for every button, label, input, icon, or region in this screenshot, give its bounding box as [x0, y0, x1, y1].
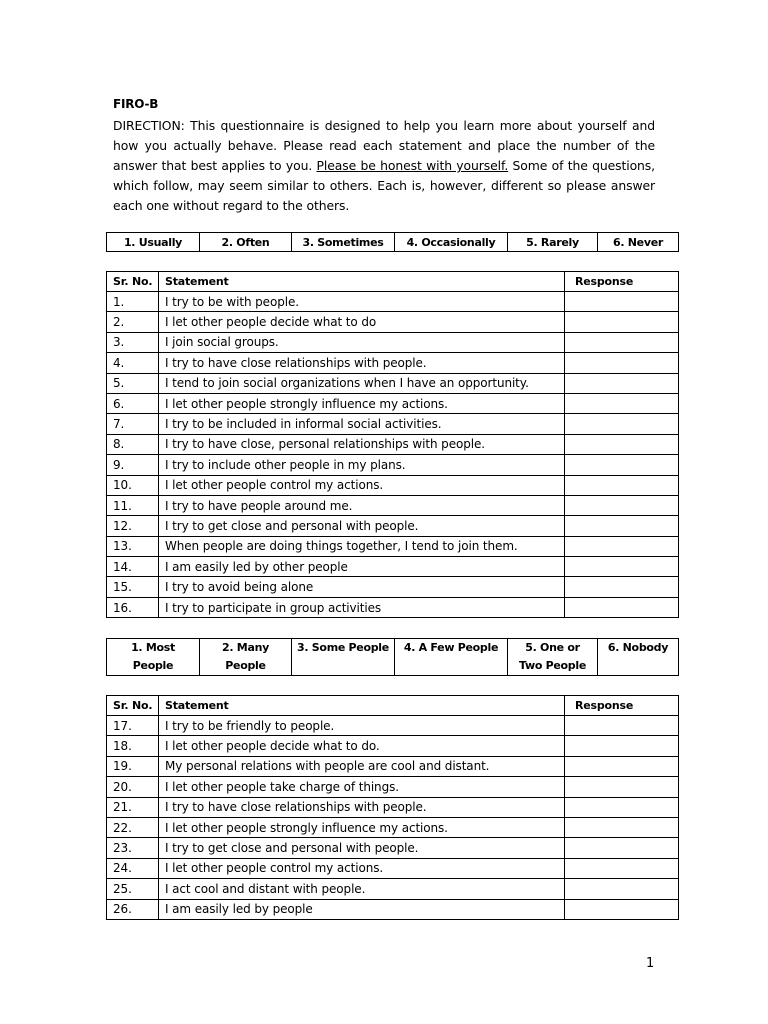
sr-no-header: Sr. No.	[107, 272, 159, 292]
sr-no-cell: 7.	[107, 414, 159, 434]
statement-cell: I am easily led by other people	[159, 557, 565, 577]
statement-cell: I try to avoid being alone	[159, 577, 565, 597]
response-cell[interactable]	[565, 577, 679, 597]
sr-no-cell: 14.	[107, 557, 159, 577]
statement-cell: I act cool and distant with people.	[159, 879, 565, 899]
statement-cell: When people are doing things together, I tend to join them.	[159, 536, 565, 556]
statement-cell: I try to participate in group activities	[159, 597, 565, 617]
table-row	[107, 838, 679, 858]
scale-option: 3. Sometimes	[292, 233, 395, 252]
response-cell[interactable]	[565, 597, 679, 617]
statement-cell: I try to have close relationships with people.	[159, 353, 565, 373]
statement-header: Statement	[159, 272, 565, 292]
table-row	[107, 495, 679, 515]
statement-cell: I try to get close and personal with people.	[159, 516, 565, 536]
statements-body-1	[107, 292, 679, 618]
sr-no-header: Sr. No.	[107, 696, 159, 716]
response-cell[interactable]	[565, 332, 679, 352]
direction-lead: DIRECTION: This questionnaire is designed to help you learn more about yourself and how you actually behave. Please read each statement and place the number of the answer that best applies to you.	[113, 118, 655, 173]
direction-paragraph	[113, 116, 655, 216]
statement-cell: I let other people strongly influence my actions.	[159, 393, 565, 413]
sr-no-cell: 24.	[107, 858, 159, 878]
sr-no-cell: 1.	[107, 292, 159, 312]
response-cell[interactable]	[565, 817, 679, 837]
table-row	[107, 414, 679, 434]
sr-no-cell: 8.	[107, 434, 159, 454]
sr-no-cell: 15.	[107, 577, 159, 597]
scale-option: 6. Nobody	[598, 639, 679, 676]
table-row	[107, 536, 679, 556]
table-row	[107, 373, 679, 393]
table-row	[107, 777, 679, 797]
table-row	[107, 597, 679, 617]
frequency-scale-table	[106, 232, 679, 252]
statement-cell: I try to get close and personal with people.	[159, 838, 565, 858]
response-cell[interactable]	[565, 373, 679, 393]
statements-body-2	[107, 716, 679, 920]
table-header-row	[107, 272, 679, 292]
statement-cell: I tend to join social organizations when I have an opportunity.	[159, 373, 565, 393]
table-row	[107, 716, 679, 736]
frequency-scale-row	[107, 233, 679, 252]
sr-no-cell: 17.	[107, 716, 159, 736]
response-cell[interactable]	[565, 475, 679, 495]
table-row	[107, 353, 679, 373]
table-row	[107, 879, 679, 899]
scale-option: 4. Occasionally	[395, 233, 508, 252]
response-cell[interactable]	[565, 736, 679, 756]
statement-cell: I try to be friendly to people.	[159, 716, 565, 736]
table-row	[107, 455, 679, 475]
statement-cell: I join social groups.	[159, 332, 565, 352]
response-cell[interactable]	[565, 797, 679, 817]
statement-cell: I try to be included in informal social activities.	[159, 414, 565, 434]
sr-no-cell: 10.	[107, 475, 159, 495]
statement-cell: I try to have close relationships with people.	[159, 797, 565, 817]
sr-no-cell: 25.	[107, 879, 159, 899]
sr-no-cell: 2.	[107, 312, 159, 332]
scale-option: 2. Often	[200, 233, 292, 252]
response-cell[interactable]	[565, 455, 679, 475]
people-scale-table	[106, 638, 679, 676]
statement-cell: I am easily led by people	[159, 899, 565, 919]
response-cell[interactable]	[565, 434, 679, 454]
sr-no-cell: 21.	[107, 797, 159, 817]
scale-option: 1. Usually	[107, 233, 200, 252]
sr-no-cell: 19.	[107, 756, 159, 776]
response-cell[interactable]	[565, 495, 679, 515]
response-cell[interactable]	[565, 414, 679, 434]
table-row	[107, 736, 679, 756]
table-row	[107, 475, 679, 495]
statements-table-1	[106, 271, 679, 618]
scale-option: 1. Most People	[107, 639, 200, 676]
sr-no-cell: 26.	[107, 899, 159, 919]
response-cell[interactable]	[565, 557, 679, 577]
table-row	[107, 332, 679, 352]
table-row	[107, 899, 679, 919]
people-scale-row	[107, 639, 679, 676]
response-header: Response	[565, 696, 679, 716]
sr-no-cell: 5.	[107, 373, 159, 393]
response-cell[interactable]	[565, 393, 679, 413]
response-cell[interactable]	[565, 858, 679, 878]
scale-option: 5. Rarely	[508, 233, 598, 252]
direction-emphasis: Please be honest with yourself.	[316, 158, 509, 173]
statement-cell: I try to include other people in my plans.	[159, 455, 565, 475]
response-cell[interactable]	[565, 536, 679, 556]
statement-cell: I try to be with people.	[159, 292, 565, 312]
table-row	[107, 393, 679, 413]
statements-table-2	[106, 695, 679, 920]
response-cell[interactable]	[565, 899, 679, 919]
response-cell[interactable]	[565, 879, 679, 899]
page-number: 1	[646, 956, 655, 971]
statement-cell: I let other people strongly influence my actions.	[159, 817, 565, 837]
response-cell[interactable]	[565, 716, 679, 736]
scale-option: 3. Some People	[292, 639, 395, 676]
table-row	[107, 516, 679, 536]
table-row	[107, 434, 679, 454]
sr-no-cell: 16.	[107, 597, 159, 617]
response-header: Response	[565, 272, 679, 292]
table-row	[107, 858, 679, 878]
statement-header: Statement	[159, 696, 565, 716]
page-title: FIRO-B	[113, 97, 159, 111]
scale-option: 2. Many People	[200, 639, 292, 676]
table-row	[107, 577, 679, 597]
statement-cell: I let other people control my actions.	[159, 475, 565, 495]
response-cell[interactable]	[565, 312, 679, 332]
sr-no-cell: 20.	[107, 777, 159, 797]
statement-cell: I let other people control my actions.	[159, 858, 565, 878]
sr-no-cell: 22.	[107, 817, 159, 837]
statement-cell: I let other people take charge of things.	[159, 777, 565, 797]
table-row	[107, 797, 679, 817]
response-cell[interactable]	[565, 353, 679, 373]
sr-no-cell: 18.	[107, 736, 159, 756]
response-cell[interactable]	[565, 756, 679, 776]
table-row	[107, 312, 679, 332]
sr-no-cell: 23.	[107, 838, 159, 858]
sr-no-cell: 13.	[107, 536, 159, 556]
response-cell[interactable]	[565, 838, 679, 858]
sr-no-cell: 9.	[107, 455, 159, 475]
table-row	[107, 817, 679, 837]
statement-cell: I let other people decide what to do.	[159, 736, 565, 756]
statement-cell: I try to have people around me.	[159, 495, 565, 515]
statement-cell: I try to have close, personal relationships with people.	[159, 434, 565, 454]
sr-no-cell: 3.	[107, 332, 159, 352]
table-header-row	[107, 696, 679, 716]
statement-cell: My personal relations with people are cool and distant.	[159, 756, 565, 776]
table-row	[107, 557, 679, 577]
response-cell[interactable]	[565, 292, 679, 312]
table-row	[107, 292, 679, 312]
sr-no-cell: 11.	[107, 495, 159, 515]
scale-option: 4. A Few People	[395, 639, 508, 676]
scale-option: 5. One or Two People	[508, 639, 598, 676]
response-cell[interactable]	[565, 777, 679, 797]
direction-tail: Some of the questions, which follow, may seem similar to others. Each is, however, different so please answer each one without regard to the others.	[113, 158, 656, 213]
response-cell[interactable]	[565, 516, 679, 536]
sr-no-cell: 12.	[107, 516, 159, 536]
sr-no-cell: 6.	[107, 393, 159, 413]
scale-option: 6. Never	[598, 233, 679, 252]
table-row	[107, 756, 679, 776]
sr-no-cell: 4.	[107, 353, 159, 373]
statement-cell: I let other people decide what to do	[159, 312, 565, 332]
